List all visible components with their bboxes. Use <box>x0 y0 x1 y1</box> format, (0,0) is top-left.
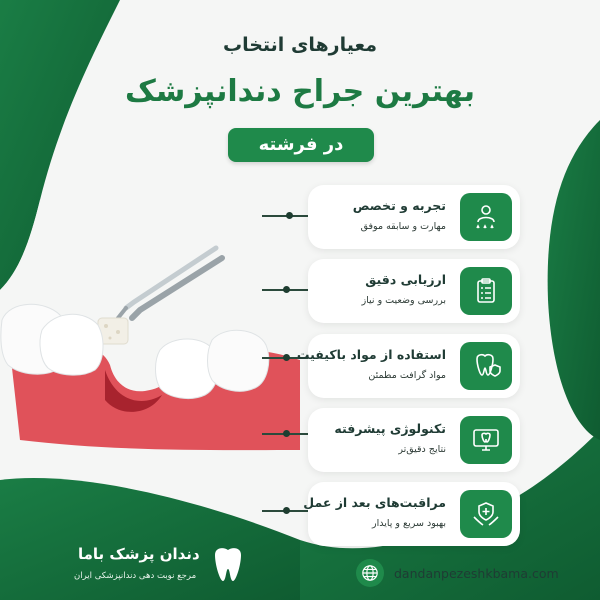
feature-card-materials <box>296 334 520 398</box>
connector-dot <box>286 212 293 219</box>
feature-subtitle: مواد گرافت مطمئن <box>368 370 446 381</box>
feature-title: استفاده از مواد باکیفیت <box>296 347 446 362</box>
feature-card-aftercare <box>303 482 520 546</box>
feature-title: مراقبت‌های بعد از عمل <box>303 495 446 510</box>
header-title: بهترین جراح دندانپزشک <box>125 74 475 109</box>
connector-dot <box>283 507 290 514</box>
tooth-logo-icon <box>212 545 244 585</box>
feature-card-technology <box>308 408 520 472</box>
website-link[interactable] <box>356 557 559 589</box>
feature-subtitle: مهارت و سابقه موفق <box>360 221 446 232</box>
connector-dot <box>283 430 290 437</box>
feature-subtitle: نتایج دقیق‌تر <box>398 444 446 455</box>
feature-title: تکنولوژی پیشرفته <box>334 421 446 436</box>
header-subtitle: معیارهای انتخاب <box>223 34 377 56</box>
feature-title: تجربه و تخصص <box>352 198 446 213</box>
dental-graft-illustration <box>0 190 300 490</box>
hands-cross-icon <box>460 490 512 538</box>
location-badge: در فرشته <box>228 128 374 162</box>
globe-icon <box>356 559 384 587</box>
feature-title: ارزیابی دقیق <box>365 272 446 287</box>
tooth-shield-icon <box>460 342 512 390</box>
feature-subtitle: بهبود سریع و پایدار <box>372 518 446 529</box>
feature-card-assessment <box>308 259 520 323</box>
feature-subtitle: بررسی وضعیت و نیاز <box>361 295 446 306</box>
connector-dot <box>283 286 290 293</box>
brand-tagline: مرجع نوبت دهی دندانپزشکی ایران <box>74 571 197 581</box>
website-url: dandanpezeshkbama.com <box>394 565 559 581</box>
connector-line <box>262 215 308 217</box>
monitor-tooth-icon <box>460 416 512 464</box>
connector-dot <box>283 354 290 361</box>
doctor-stars-icon <box>460 193 512 241</box>
brand-name: دندان پزشک باما <box>78 545 200 563</box>
clipboard-checklist-icon <box>460 267 512 315</box>
feature-card-experience <box>308 185 520 249</box>
